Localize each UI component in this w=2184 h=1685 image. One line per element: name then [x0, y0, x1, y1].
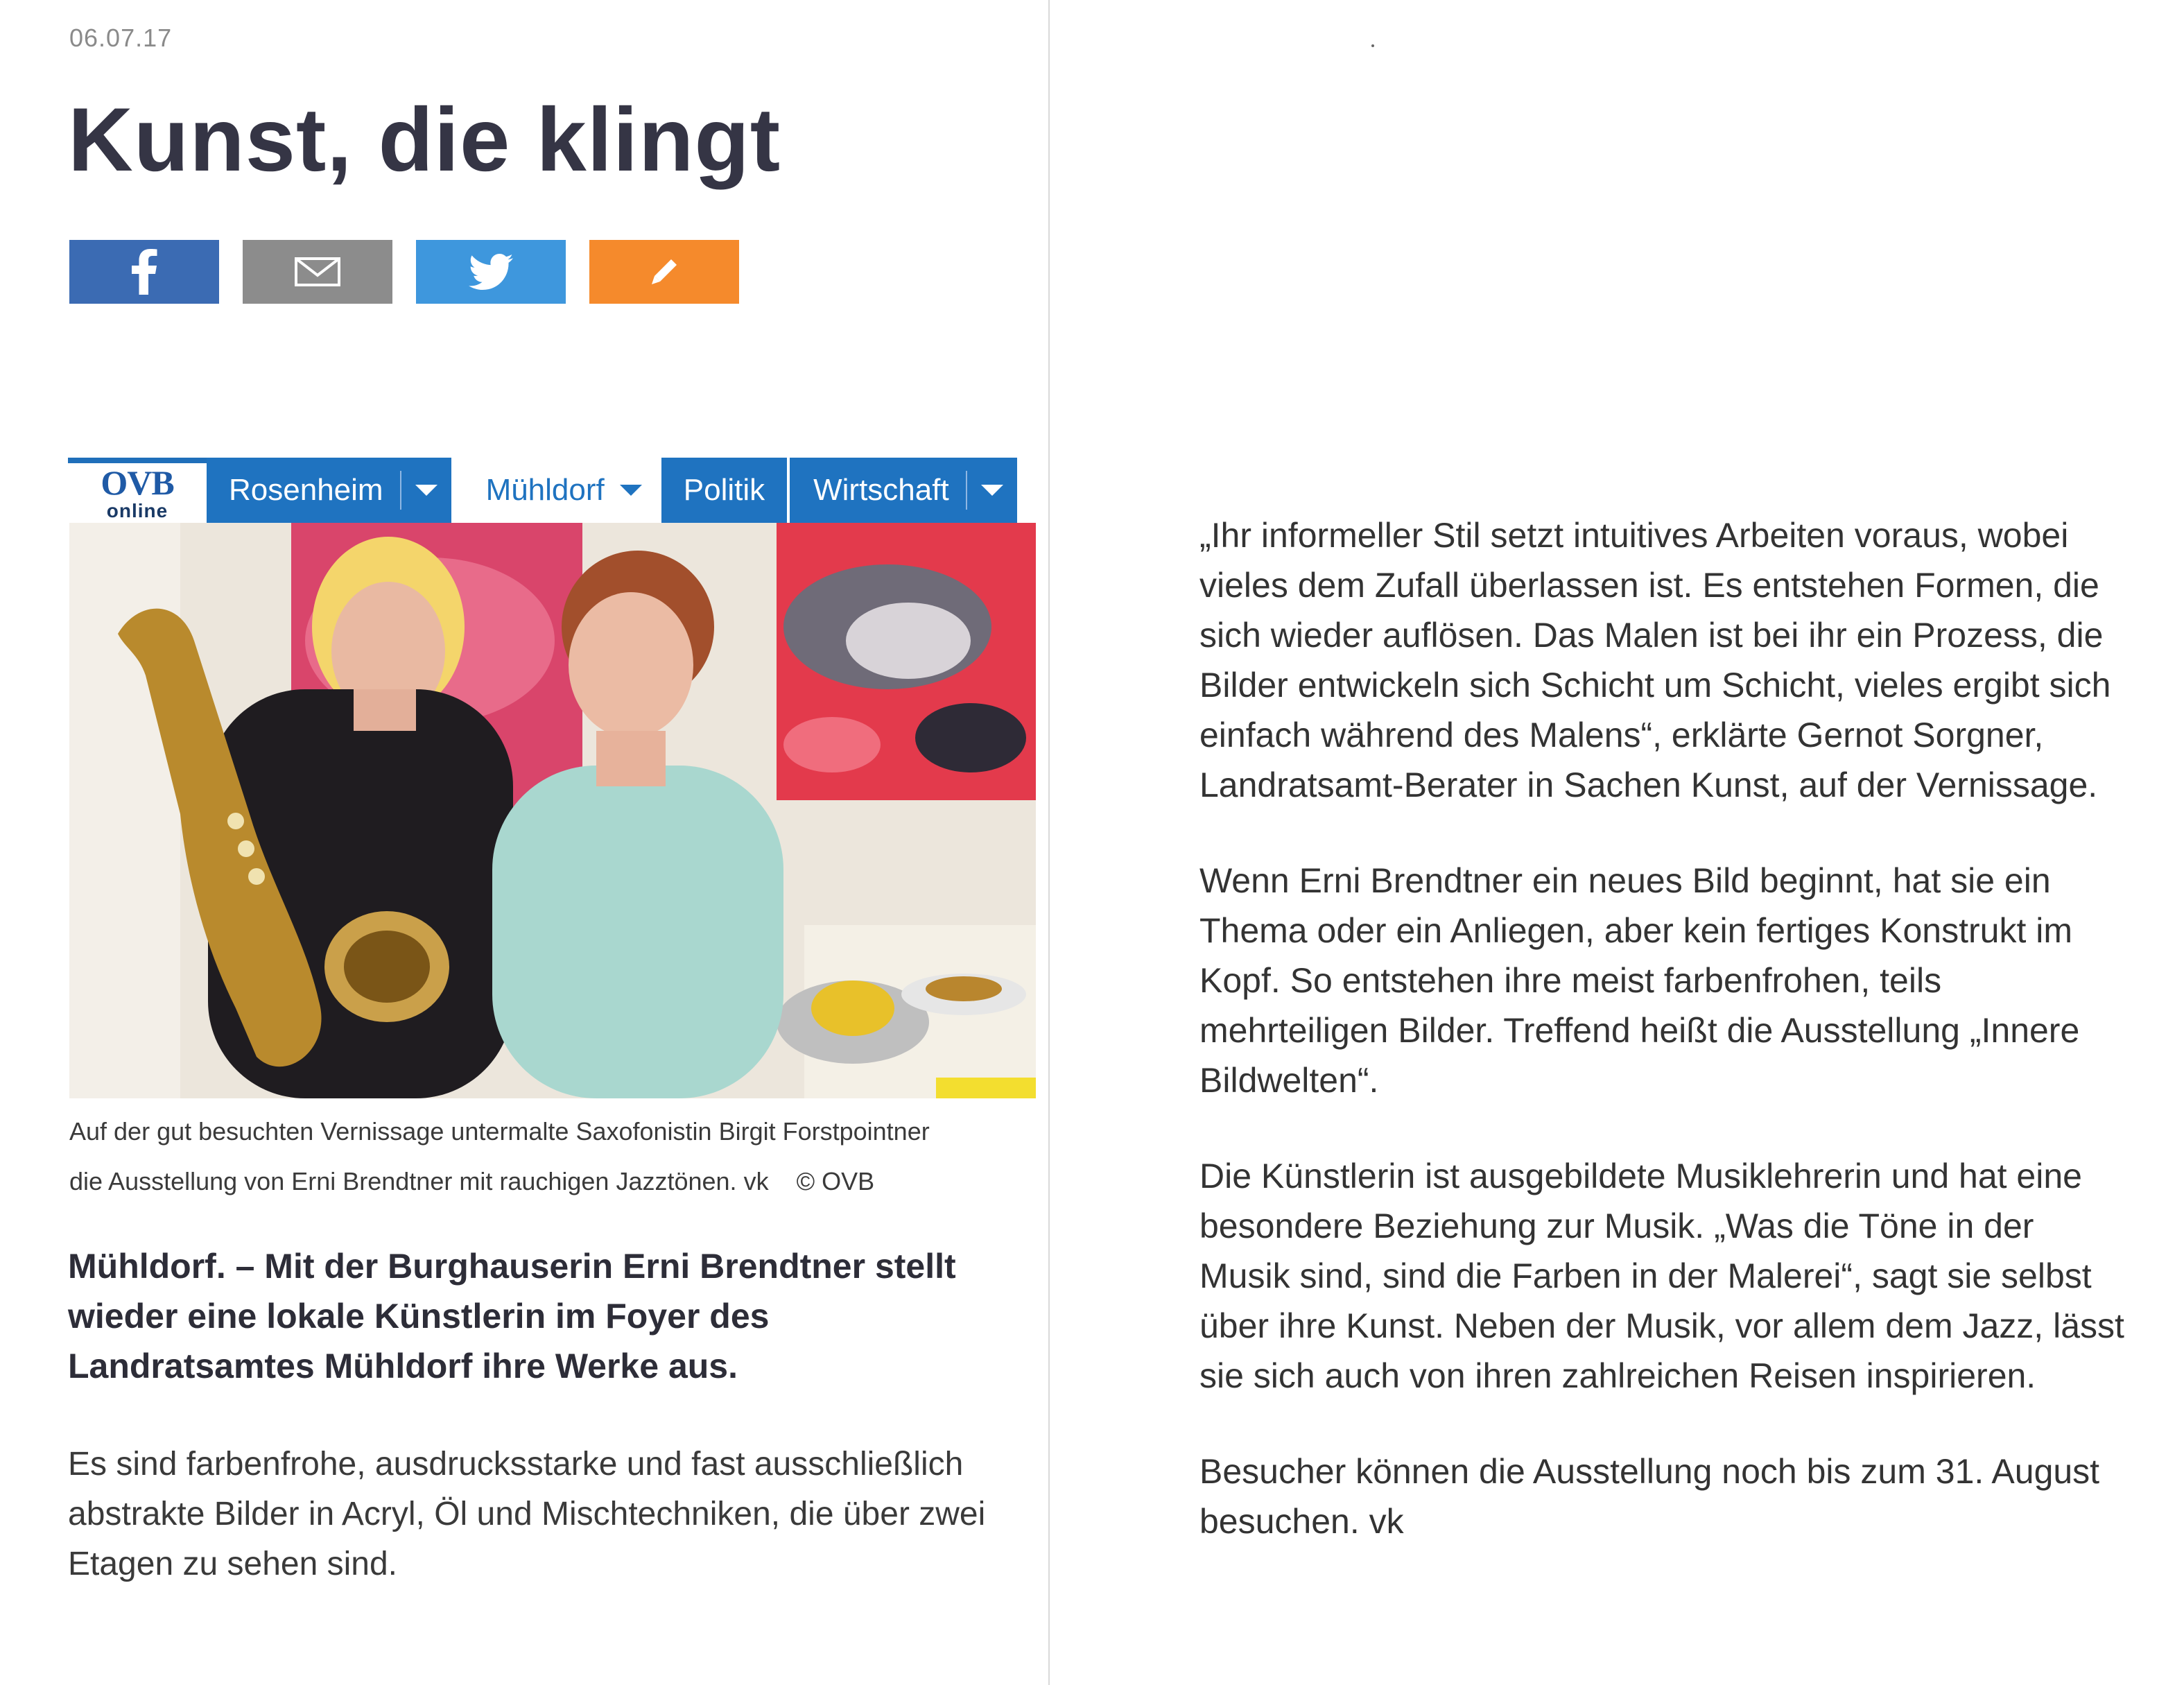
site-navigation	[68, 458, 1052, 523]
nav-separator	[400, 471, 401, 510]
article-continuation	[1199, 510, 2129, 1592]
photo-caption	[69, 1107, 1047, 1207]
twitter-bird-icon	[469, 254, 513, 290]
article-body-paragraph-5: Besucher können die Ausstellung noch bis zum 31. August besuchen. vk	[1199, 1452, 2100, 1541]
chevron-down-icon[interactable]	[415, 485, 437, 496]
article-body-paragraph-1: Es sind farbenfrohe, ausdrucksstarke und fast ausschließlich abstrakte Bilder in Acryl, Öl und Mischtechniken, die über zwei Etagen zu sehen sind.	[68, 1446, 986, 1582]
article-body-paragraph-2: „Ihr informeller Stil setzt intuitives Arbeiten voraus, wobei vieles dem Zufall überlassen ist. Es entstehen Formen, die sich wieder auflösen. Das Malen ist bei ihr ein Prozess, die Bilder entwickeln sich Schicht um Schicht, vieles ergibt sich einfach während des Malens“, erklärte Gernot Sorgner, Landratsamt-Berater in Sachen Kunst, auf der Vernissage.	[1199, 516, 2111, 804]
caption-line-2-wrap	[69, 1157, 1047, 1207]
facebook-icon	[130, 249, 158, 295]
photo-saxophonist-and-artist	[69, 523, 1036, 1098]
nav-label: Rosenheim	[229, 473, 383, 507]
article-photo	[69, 523, 1036, 1098]
nav-label: Wirtschaft	[813, 473, 949, 507]
nav-label: Politik	[683, 473, 765, 507]
article-headline: Kunst, die klingt	[68, 89, 781, 190]
article-date: 06.07.17	[69, 24, 173, 52]
article-body-paragraph-4: Die Künstlerin ist ausgebildete Musiklehrerin und hat eine besondere Beziehung zur Musik. „Was die Töne in der Musik sind, sind die Farben in der Malerei“, sagt sie selbst über ihre Kunst. Neben der Musik, vor allem dem Jazz, lässt sie sich auch von ihren zahlreichen Reisen inspirieren.	[1199, 1157, 2124, 1395]
article-body-paragraph-3: Wenn Erni Brendtner ein neues Bild beginnt, hat sie ein Thema oder ein Anliegen, aber kein fertiges Konstrukt im Kopf. So entstehen ihre meist farbenfrohen, teils mehrteiligen Bilder. Treffend heißt die Ausstellung „Innere Bildwelten“.	[1199, 861, 2080, 1100]
chevron-down-icon[interactable]	[981, 485, 1003, 496]
logo-wordmark: OVB	[101, 463, 174, 502]
share-buttons	[69, 240, 739, 304]
nav-separator	[966, 471, 967, 510]
comment-edit-button[interactable]	[589, 240, 739, 304]
page-divider	[1048, 0, 1050, 1685]
facebook-share-button[interactable]	[69, 240, 219, 304]
envelope-icon	[295, 257, 340, 286]
logo-subtitle: online	[106, 500, 168, 521]
article-lead: Mühldorf. – Mit der Burghauserin Erni Brendtner stellt wieder eine lokale Künstlerin im Foyer des Landratsamtes Mühldorf ihre Werke aus.	[68, 1247, 956, 1385]
scanned-web-article	[0, 0, 1048, 1685]
ovb-online-logo[interactable]	[68, 458, 207, 523]
email-share-button[interactable]	[243, 240, 392, 304]
pencil-icon	[649, 257, 679, 287]
photo-credit: © OVB	[796, 1167, 875, 1195]
nav-item-politik[interactable]	[661, 458, 787, 523]
caption-line-1: Auf der gut besuchten Vernissage untermalte Saxofonistin Birgit Forstpointner	[69, 1117, 930, 1146]
nav-item-wirtschaft[interactable]	[790, 458, 1017, 523]
chevron-down-icon[interactable]	[620, 485, 642, 496]
nav-item-rosenheim[interactable]	[207, 458, 451, 523]
twitter-share-button[interactable]	[416, 240, 566, 304]
scan-speck	[1371, 44, 1374, 47]
nav-label: Mühldorf	[485, 473, 605, 507]
caption-line-2: die Ausstellung von Erni Brendtner mit rauchigen Jazztönen. vk	[69, 1167, 769, 1195]
nav-item-muehldorf[interactable]	[451, 458, 661, 523]
